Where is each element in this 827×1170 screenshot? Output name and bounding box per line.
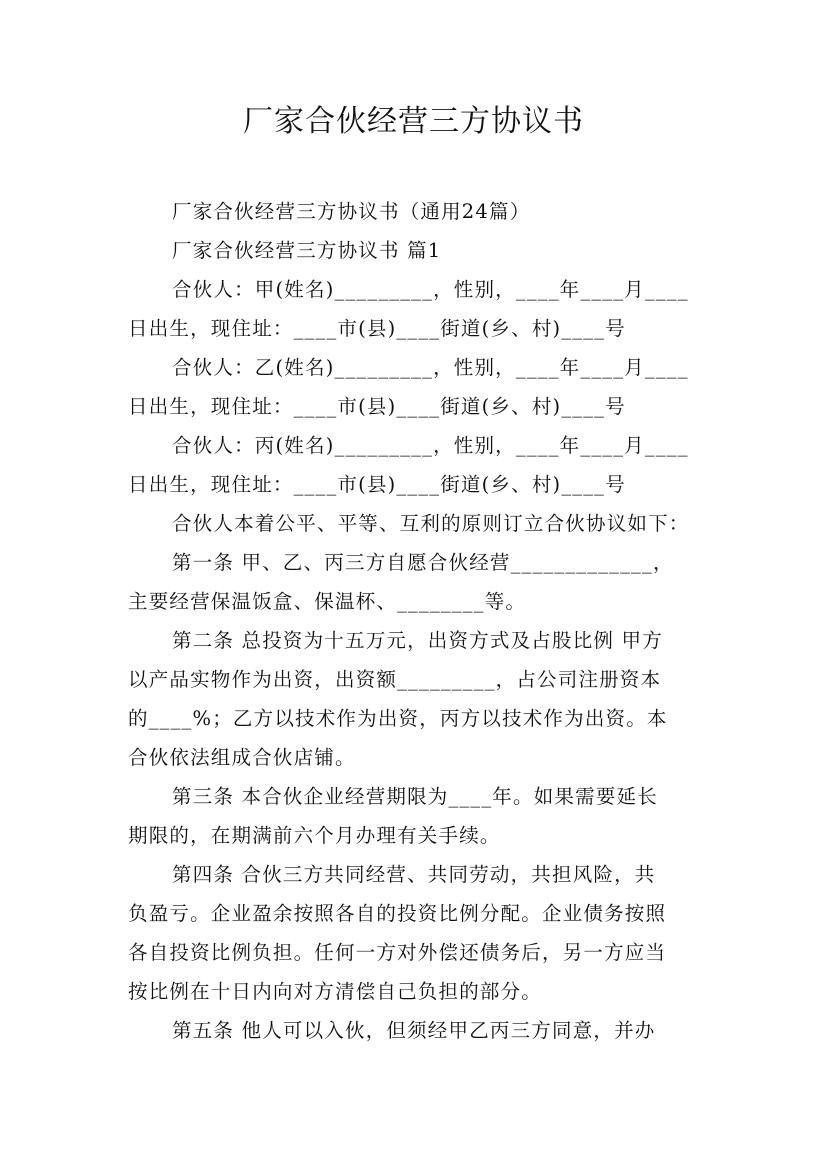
body-line-section-heading: 厂家合伙经营三方协议书 篇1 xyxy=(172,239,442,262)
body-line-partner-b-address: 日出生，现住址：____市(县)____街道(乡、村)____号 xyxy=(128,395,626,418)
body-line-principle: 合伙人本着公平、平等、互利的原则订立合伙协议如下： xyxy=(172,512,690,535)
body-line-article-4-cont-1: 负盈亏。企业盈余按照各自的投资比例分配。企业债务按照 xyxy=(128,902,667,925)
body-line-article-1: 第一条 甲、乙、丙三方自愿合伙经营_____________， xyxy=(172,551,674,574)
body-line-article-4-cont-3: 按比例在十日内向对方清偿自己负担的部分。 xyxy=(128,980,543,1003)
body-line-article-1-cont: 主要经营保温饭盒、保温杯、________等。 xyxy=(128,590,527,613)
body-line-article-3: 第三条 本合伙企业经营期限为____年。如果需要延长 xyxy=(172,785,658,808)
body-line-article-2-cont-2: 的____%；乙方以技术作为出资，丙方以技术作为出资。本 xyxy=(128,707,668,730)
body-line-partner-c: 合伙人：丙(姓名)_________，性别，____年____月____ xyxy=(172,434,689,457)
body-line-subtitle: 厂家合伙经营三方协议书（通用24篇） xyxy=(172,200,531,223)
body-line-article-5: 第五条 他人可以入伙，但须经甲乙丙三方同意，并办 xyxy=(172,1019,656,1042)
body-line-article-3-cont: 期限的，在期满前六个月办理有关手续。 xyxy=(128,824,501,847)
document-title: 厂家合伙经营三方协议书 xyxy=(243,104,584,139)
body-line-partner-a-address: 日出生，现住址：____市(县)____街道(乡、村)____号 xyxy=(128,317,626,340)
body-line-article-4-cont-2: 各自投资比例负担。任何一方对外偿还债务后，另一方应当 xyxy=(128,941,667,964)
body-line-article-4: 第四条 合伙三方共同经营、共同劳动，共担风险，共 xyxy=(172,863,656,886)
body-line-partner-c-address: 日出生，现住址：____市(县)____街道(乡、村)____号 xyxy=(128,473,626,496)
body-line-partner-b: 合伙人：乙(姓名)_________，性别，____年____月____ xyxy=(172,356,689,379)
body-line-partner-a: 合伙人：甲(姓名)_________，性别，____年____月____ xyxy=(172,278,689,301)
document-body xyxy=(128,192,706,1050)
body-line-article-2-cont-1: 以产品实物作为出资，出资额_________，占公司注册资本 xyxy=(128,668,662,691)
body-line-article-2: 第二条 总投资为十五万元，出资方式及占股比例 甲方 xyxy=(172,629,663,652)
body-line-article-2-cont-3: 合伙依法组成合伙店铺。 xyxy=(128,746,356,769)
